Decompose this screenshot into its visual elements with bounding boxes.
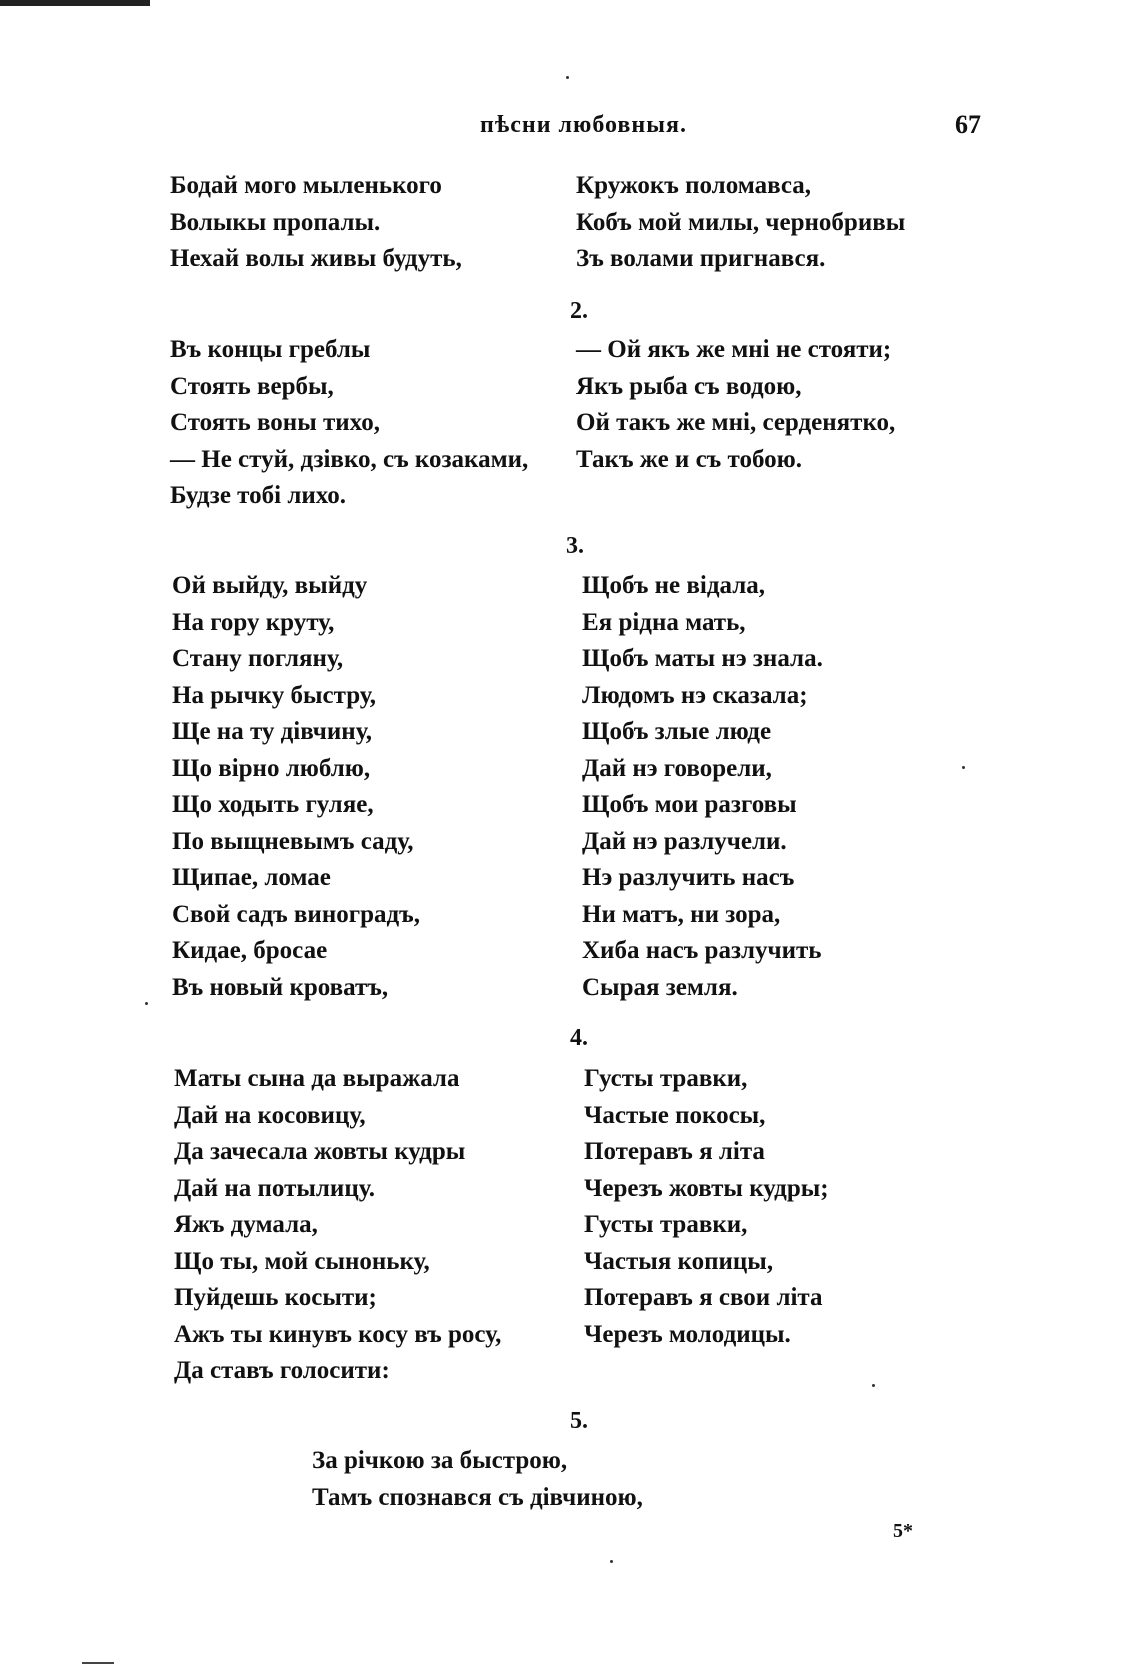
verse-line: Нехай волы живы будуть, bbox=[170, 245, 462, 272]
verse-line: Дай нэ разлучели. bbox=[582, 827, 787, 855]
verse-line: Що ты, мой сыноньку, bbox=[174, 1247, 430, 1275]
verse-line: Стану погляну, bbox=[172, 645, 344, 672]
verse-line: Стоять воны тихо, bbox=[170, 409, 380, 436]
scan-edge-mark bbox=[0, 0, 150, 6]
verse-line: Що ходыть гуляе, bbox=[172, 791, 374, 818]
verse-line: Зъ волами пригнався. bbox=[576, 245, 826, 272]
signature-mark: 5* bbox=[893, 1520, 913, 1542]
verse-line: Пуйдешь косыти; bbox=[174, 1284, 377, 1311]
verse-line: Маты сына да выражала bbox=[174, 1065, 460, 1092]
verse-line: Да зачесала жовты кудры bbox=[174, 1138, 466, 1165]
verse-line: Яжъ думала, bbox=[174, 1211, 318, 1238]
stanza-number: 2. bbox=[570, 298, 588, 324]
verse-line: Ажъ ты кинувъ косу въ росу, bbox=[174, 1320, 502, 1348]
section-3-left-column bbox=[172, 568, 420, 1006]
stanza-number: 4. bbox=[570, 1025, 588, 1051]
section-5-column bbox=[312, 1443, 643, 1516]
verse-line: Густы травки, bbox=[584, 1211, 748, 1238]
scan-speck bbox=[566, 76, 569, 79]
verse-line: Якъ рыба съ водою, bbox=[576, 372, 802, 400]
verse-line: Ой такъ же мні, серденятко, bbox=[576, 409, 896, 436]
verse-line: Щобъ злые люде bbox=[582, 718, 772, 745]
verse-line: Щобъ не відала, bbox=[582, 572, 765, 599]
scan-speck bbox=[610, 1560, 613, 1563]
verse-line: Будзе тобі лихо. bbox=[170, 482, 347, 509]
section-1-left-column bbox=[170, 168, 462, 278]
verse-line: Сырая земля. bbox=[582, 973, 738, 1001]
verse-line: Стоять вербы, bbox=[170, 372, 334, 400]
verse-line: Частыя копицы, bbox=[584, 1247, 774, 1275]
section-3-right-column bbox=[582, 568, 823, 1006]
verse-line: Кобъ мой милы, чернобривы bbox=[576, 208, 906, 236]
verse-line: За річкою за быстрою, bbox=[312, 1447, 568, 1474]
verse-line: Щобъ маты нэ знала. bbox=[582, 645, 823, 672]
verse-line: Частые покосы, bbox=[584, 1101, 766, 1129]
verse-line: — Не стуй, дзівко, съ козаками, bbox=[170, 445, 529, 473]
verse-line: Щобъ мои разговы bbox=[582, 791, 797, 818]
verse-line: Ще на ту дівчину, bbox=[172, 718, 372, 745]
verse-line: Дай нэ говорели, bbox=[582, 754, 772, 782]
stanza-number: 3. bbox=[566, 533, 584, 559]
scan-edge-mark bbox=[82, 1662, 114, 1664]
verse-line: Що вірно люблю, bbox=[172, 754, 371, 782]
section-2-left-column bbox=[170, 332, 528, 515]
verse-line: На гору круту, bbox=[172, 608, 335, 636]
verse-line: Ни матъ, ни зора, bbox=[582, 900, 781, 928]
verse-line: Въ концы греблы bbox=[170, 336, 371, 363]
verse-line: Ой выйду, выйду bbox=[172, 572, 368, 599]
section-4-left-column bbox=[174, 1061, 501, 1390]
verse-line: По выщневымъ саду, bbox=[172, 827, 414, 855]
verse-line: Тамъ спознався съ дівчиною, bbox=[312, 1483, 643, 1511]
verse-line: Щипае, ломае bbox=[172, 864, 331, 891]
stanza-number: 5. bbox=[570, 1408, 588, 1434]
page-number: 67 bbox=[955, 110, 981, 139]
verse-line: Волыкы пропалы. bbox=[170, 208, 381, 236]
verse-line: Черезъ жовты кудры; bbox=[584, 1174, 829, 1202]
verse-line: Да ставъ голосити: bbox=[174, 1357, 390, 1384]
verse-line: Хиба насъ разлучить bbox=[582, 937, 822, 964]
verse-line: Свой садъ виноградъ, bbox=[172, 900, 420, 928]
verse-line: Густы травки, bbox=[584, 1065, 748, 1092]
scan-speck bbox=[962, 766, 965, 769]
verse-line: Людомъ нэ сказала; bbox=[582, 681, 808, 709]
verse-line: Дай на потылицу. bbox=[174, 1174, 375, 1202]
verse-line: Бодай мого мыленького bbox=[170, 172, 442, 199]
section-4-right-column bbox=[584, 1061, 829, 1353]
verse-line: Такъ же и съ тобою. bbox=[576, 445, 802, 473]
verse-line: Кидае, бросае bbox=[172, 937, 328, 964]
scan-speck bbox=[145, 1002, 148, 1005]
verse-line: Потеравъ я літа bbox=[584, 1138, 765, 1165]
running-title: пѣсни любовныя. bbox=[480, 112, 687, 138]
verse-line: Черезъ молодицы. bbox=[584, 1320, 791, 1348]
verse-line: Потеравъ я свои літа bbox=[584, 1284, 823, 1311]
section-2-right-column bbox=[576, 332, 895, 478]
verse-line: Кружокъ поломавса, bbox=[576, 172, 812, 199]
verse-line: На рычку быстру, bbox=[172, 681, 377, 709]
scan-speck bbox=[872, 1384, 875, 1387]
verse-line: Ея рідна мать, bbox=[582, 608, 746, 636]
verse-line: — Ой якъ же мні не стояти; bbox=[576, 336, 892, 363]
section-1-right-column bbox=[576, 168, 905, 278]
verse-line: Въ новый кроватъ, bbox=[172, 973, 389, 1001]
verse-line: Дай на косовицу, bbox=[174, 1101, 366, 1129]
verse-line: Нэ разлучить насъ bbox=[582, 864, 795, 891]
